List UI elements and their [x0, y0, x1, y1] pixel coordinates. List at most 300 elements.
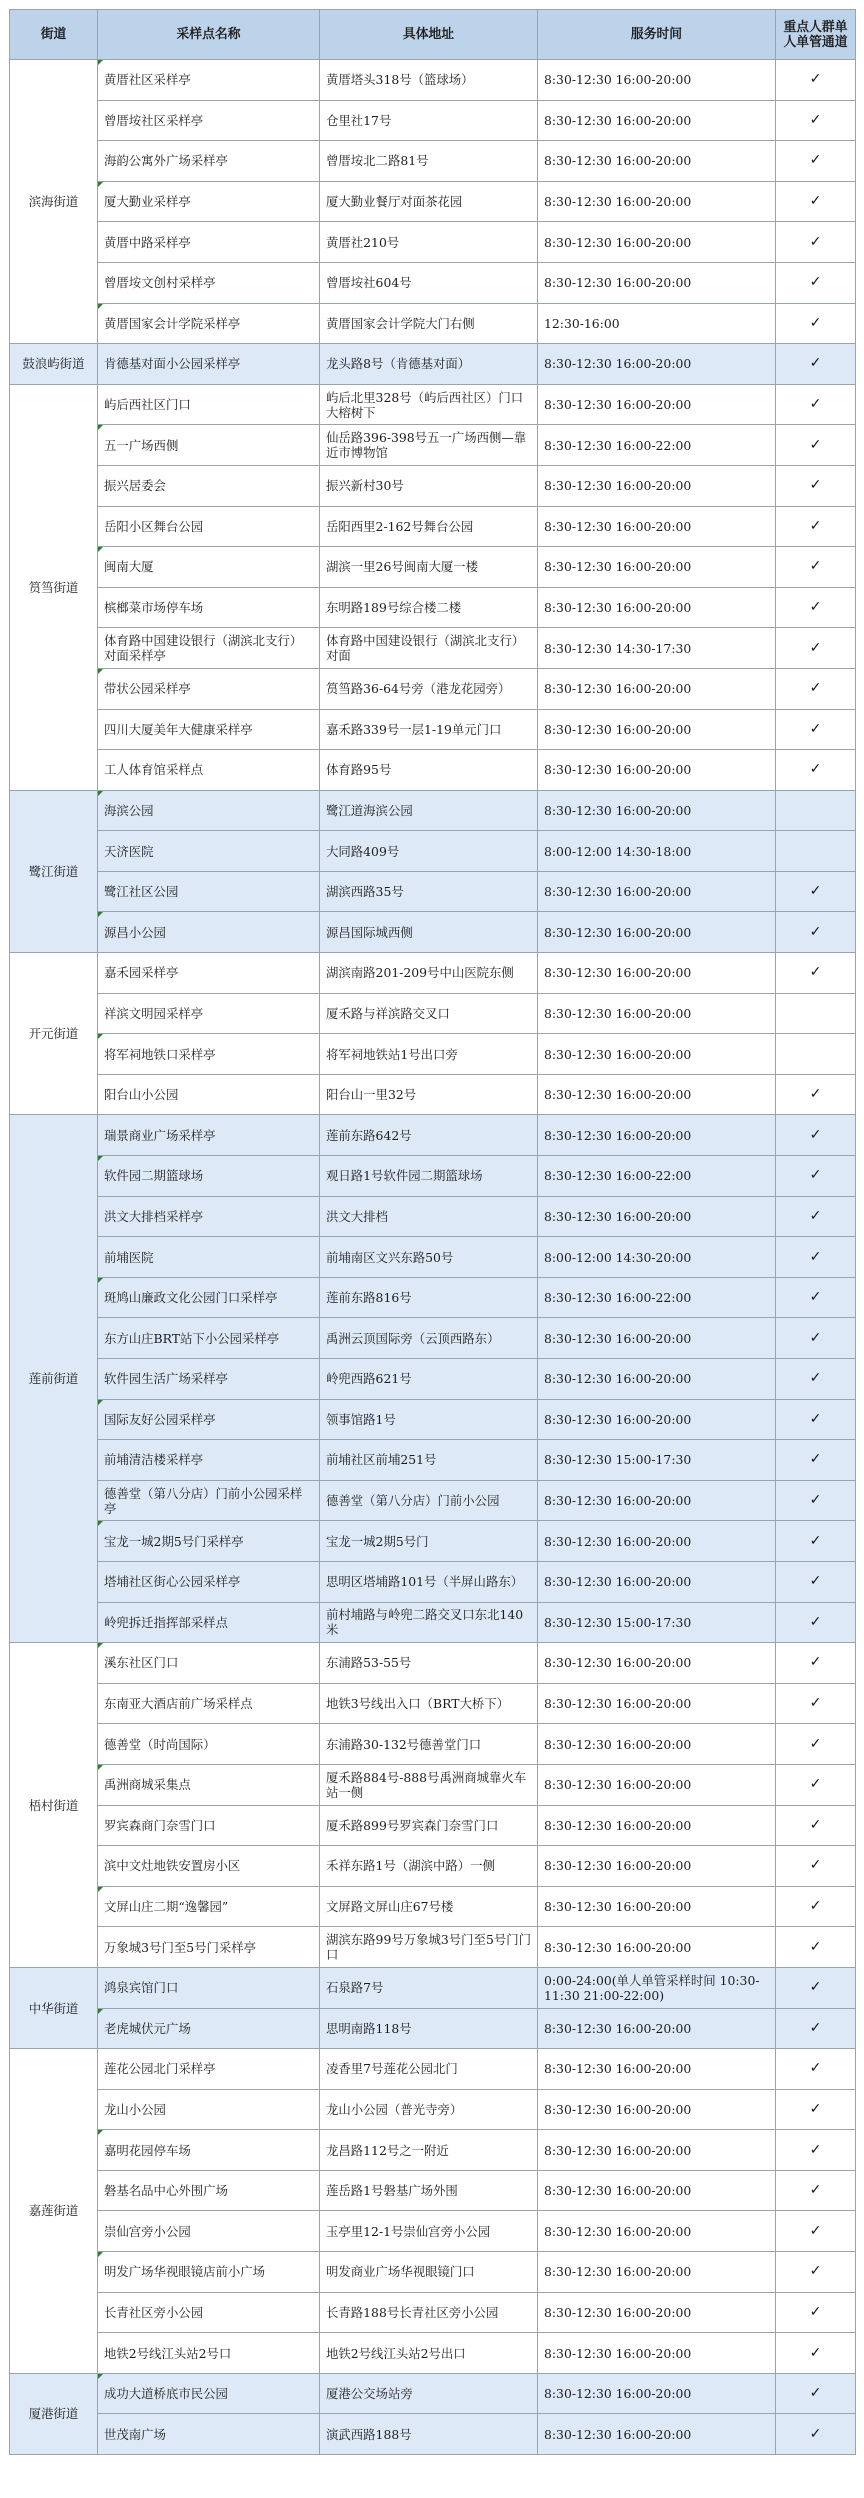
service-time-cell: 8:30-12:30 16:00-20:00: [538, 750, 776, 791]
priority-channel-cell: [776, 465, 856, 506]
priority-channel-cell: [776, 60, 856, 101]
priority-channel-cell: [776, 344, 856, 385]
site-name-cell: 瑞景商业广场采样亭: [98, 1115, 320, 1156]
checkmark-icon: ✓: [809, 71, 822, 88]
site-name-cell: 软件园生活广场采样亭: [98, 1359, 320, 1400]
site-name-cell: 成功大道桥底市民公园: [98, 2373, 320, 2414]
priority-channel-cell: [776, 2130, 856, 2171]
checkmark-icon: ✓: [809, 1451, 822, 1468]
address-cell: 思明南路118号: [320, 2008, 538, 2049]
address-cell: 岭兜西路621号: [320, 1359, 538, 1400]
checkmark-icon: ✓: [809, 639, 822, 656]
address-cell: 曾厝垵北二路81号: [320, 141, 538, 182]
checkmark-icon: ✓: [809, 720, 822, 737]
table-row: [10, 1196, 856, 1237]
address-cell: 厦禾路884号-888号禹洲商城靠火车站一侧: [320, 1764, 538, 1805]
site-name-cell: 德善堂（时尚国际）: [98, 1724, 320, 1765]
address-cell: 龙山小公园（普光寺旁）: [320, 2089, 538, 2130]
priority-channel-cell: [776, 1074, 856, 1115]
sampling-sites-document: [9, 0, 855, 2455]
service-time-cell: 8:30-12:30 15:00-17:30: [538, 1440, 776, 1481]
service-time-cell: 8:30-12:30 16:00-20:00: [538, 1196, 776, 1237]
service-time-cell: 8:30-12:30 16:00-20:00: [538, 1561, 776, 1602]
checkmark-icon: ✓: [809, 2385, 822, 2402]
table-row: [10, 1724, 856, 1765]
address-cell: 湖滨西路35号: [320, 871, 538, 912]
table-row: [10, 384, 856, 425]
address-cell: 将军祠地铁站1号出口旁: [320, 1034, 538, 1075]
table-row: [10, 1074, 856, 1115]
priority-channel-cell: [776, 2089, 856, 2130]
table-row: [10, 587, 856, 628]
service-time-cell: 8:30-12:30 16:00-20:00: [538, 2130, 776, 2171]
address-cell: 莲前东路816号: [320, 1277, 538, 1318]
address-cell: 东浦路53-55号: [320, 1643, 538, 1684]
priority-channel-cell: [776, 547, 856, 588]
address-cell: 长青路188号长青社区旁小公园: [320, 2292, 538, 2333]
table-row: [10, 628, 856, 669]
address-cell: 莲前东路642号: [320, 1115, 538, 1156]
service-time-cell: 8:30-12:30 16:00-20:00: [538, 100, 776, 141]
table-row: [10, 1602, 856, 1643]
checkmark-icon: ✓: [809, 314, 822, 331]
site-name-cell: 嘉禾园采样亭: [98, 953, 320, 994]
checkmark-icon: ✓: [809, 1857, 822, 1874]
service-time-cell: 8:30-12:30 16:00-20:00: [538, 953, 776, 994]
table-row: [10, 2211, 856, 2252]
street-name-cell: 嘉莲街道: [10, 2049, 98, 2374]
table-row: [10, 547, 856, 588]
site-name-cell: 体育路中国建设银行（湖滨北支行）对面采样亭: [98, 628, 320, 669]
address-cell: 凌香里7号莲花公园北门: [320, 2049, 538, 2090]
address-cell: 黄厝塔头318号（篮球场）: [320, 60, 538, 101]
table-row: [10, 60, 856, 101]
priority-channel-cell: [776, 709, 856, 750]
priority-channel-cell: [776, 1440, 856, 1481]
table-row: [10, 1359, 856, 1400]
priority-channel-cell: [776, 2049, 856, 2090]
site-name-cell: 五一广场西侧: [98, 425, 320, 466]
checkmark-icon: ✓: [809, 1410, 822, 1427]
priority-channel-cell: [776, 2292, 856, 2333]
checkmark-icon: ✓: [809, 193, 822, 210]
site-name-cell: 洪文大排档采样亭: [98, 1196, 320, 1237]
checkmark-icon: ✓: [809, 1167, 822, 1184]
priority-channel-cell: [776, 1683, 856, 1724]
service-time-cell: 8:30-12:30 16:00-20:00: [538, 1927, 776, 1968]
priority-channel-cell: [776, 912, 856, 953]
header-service-time: 服务时间: [538, 10, 776, 60]
table-row: [10, 344, 856, 385]
table-row: [10, 465, 856, 506]
address-cell: 鹭江道海滨公园: [320, 790, 538, 831]
service-time-cell: 8:30-12:30 16:00-20:00: [538, 1521, 776, 1562]
priority-channel-cell: [776, 1886, 856, 1927]
address-cell: 黄厝社210号: [320, 222, 538, 263]
site-name-cell: 老虎城伏元广场: [98, 2008, 320, 2049]
table-row: [10, 1683, 856, 1724]
service-time-cell: 8:00-12:00 14:30-18:00: [538, 831, 776, 872]
priority-channel-cell: [776, 2211, 856, 2252]
site-name-cell: 阳台山小公园: [98, 1074, 320, 1115]
service-time-cell: 8:30-12:30 16:00-20:00: [538, 2211, 776, 2252]
checkmark-icon: ✓: [809, 2182, 822, 2199]
street-name-cell: 鼓浪屿街道: [10, 344, 98, 385]
address-cell: 前埔社区前埔251号: [320, 1440, 538, 1481]
checkmark-icon: ✓: [809, 1329, 822, 1346]
checkmark-icon: ✓: [809, 2263, 822, 2280]
service-time-cell: 8:30-12:30 16:00-20:00: [538, 1683, 776, 1724]
table-row: [10, 1805, 856, 1846]
site-name-cell: 文屏山庄二期“逸馨园”: [98, 1886, 320, 1927]
table-row: [10, 2089, 856, 2130]
service-time-cell: 8:30-12:30 16:00-20:00: [538, 1764, 776, 1805]
service-time-cell: 8:30-12:30 16:00-20:00: [538, 1074, 776, 1115]
table-row: [10, 1764, 856, 1805]
address-cell: 德善堂（第八分店）门前小公园: [320, 1480, 538, 1521]
priority-channel-cell: [776, 181, 856, 222]
checkmark-icon: ✓: [809, 1776, 822, 1793]
priority-channel-cell: [776, 831, 856, 872]
checkmark-icon: ✓: [809, 2019, 822, 2036]
service-time-cell: 8:30-12:30 16:00-20:00: [538, 1643, 776, 1684]
service-time-cell: 8:30-12:30 16:00-20:00: [538, 181, 776, 222]
address-cell: 湖滨东路99号万象城3号门至5号门门口: [320, 1927, 538, 1968]
address-cell: 玉亭里12-1号崇仙宫旁小公园: [320, 2211, 538, 2252]
address-cell: 湖滨南路201-209号中山医院东侧: [320, 953, 538, 994]
service-time-cell: 12:30-16:00: [538, 303, 776, 344]
site-name-cell: 海韵公寓外广场采样亭: [98, 141, 320, 182]
service-time-cell: 0:00-24:00(单人单管采样时间 10:30-11:30 21:00-22:00): [538, 1967, 776, 2008]
sampling-sites-table: [9, 9, 856, 2455]
checkmark-icon: ✓: [809, 2141, 822, 2158]
address-cell: 岳阳西里2-162号舞台公园: [320, 506, 538, 547]
table-row: [10, 181, 856, 222]
table-row: [10, 1561, 856, 1602]
site-name-cell: 肯德基对面小公园采样亭: [98, 344, 320, 385]
table-row: [10, 303, 856, 344]
table-row: [10, 1277, 856, 1318]
site-name-cell: 长青社区旁小公园: [98, 2292, 320, 2333]
checkmark-icon: ✓: [809, 1695, 822, 1712]
checkmark-icon: ✓: [809, 1613, 822, 1630]
site-name-cell: 前埔医院: [98, 1237, 320, 1278]
table-row: [10, 1521, 856, 1562]
priority-channel-cell: [776, 1480, 856, 1521]
address-cell: 禾祥东路1号（湖滨中路）一侧: [320, 1846, 538, 1887]
address-cell: 前埔南区文兴东路50号: [320, 1237, 538, 1278]
table-row: [10, 2008, 856, 2049]
priority-channel-cell: [776, 1399, 856, 1440]
address-cell: 地铁3号线出入口（BRT大桥下）: [320, 1683, 538, 1724]
table-row: [10, 100, 856, 141]
address-cell: 筼筜路36-64号旁（港龙花园旁）: [320, 668, 538, 709]
checkmark-icon: ✓: [809, 274, 822, 291]
site-name-cell: 嘉明花园停车场: [98, 2130, 320, 2171]
table-row: [10, 1927, 856, 1968]
address-cell: 体育路95号: [320, 750, 538, 791]
header-address: 具体地址: [320, 10, 538, 60]
address-cell: 东浦路30-132号德善堂门口: [320, 1724, 538, 1765]
checkmark-icon: ✓: [809, 1979, 822, 1996]
service-time-cell: 8:30-12:30 16:00-20:00: [538, 506, 776, 547]
service-time-cell: 8:30-12:30 16:00-20:00: [538, 1115, 776, 1156]
table-row: [10, 2170, 856, 2211]
address-cell: 前村埔路与岭兜二路交叉口东北140米: [320, 1602, 538, 1643]
priority-channel-cell: [776, 2252, 856, 2293]
table-row: [10, 222, 856, 263]
checkmark-icon: ✓: [809, 1532, 822, 1549]
table-row: [10, 1115, 856, 1156]
table-row: [10, 2333, 856, 2374]
address-cell: 大同路409号: [320, 831, 538, 872]
site-name-cell: 闽南大厦: [98, 547, 320, 588]
priority-channel-cell: [776, 2414, 856, 2455]
site-name-cell: 将军祠地铁口采样亭: [98, 1034, 320, 1075]
priority-channel-cell: [776, 1724, 856, 1765]
street-name-cell: 中华街道: [10, 1967, 98, 2048]
site-name-cell: 厦大勤业采样亭: [98, 181, 320, 222]
site-name-cell: 源昌小公园: [98, 912, 320, 953]
service-time-cell: 8:30-12:30 16:00-22:00: [538, 1156, 776, 1197]
checkmark-icon: ✓: [809, 111, 822, 128]
service-time-cell: 8:30-12:30 16:00-20:00: [538, 1724, 776, 1765]
table-row: [10, 1967, 856, 2008]
priority-channel-cell: [776, 1846, 856, 1887]
address-cell: 厦禾路与祥滨路交叉口: [320, 993, 538, 1034]
priority-channel-cell: [776, 1643, 856, 1684]
checkmark-icon: ✓: [809, 1654, 822, 1671]
service-time-cell: 8:30-12:30 16:00-20:00: [538, 1399, 776, 1440]
address-cell: 厦大勤业餐厅对面茶花园: [320, 181, 538, 222]
service-time-cell: 8:30-12:30 16:00-20:00: [538, 1359, 776, 1400]
checkmark-icon: ✓: [809, 883, 822, 900]
site-name-cell: 带状公园采样亭: [98, 668, 320, 709]
site-name-cell: 塔埔社区街心公园采样亭: [98, 1561, 320, 1602]
service-time-cell: 8:30-12:30 16:00-20:00: [538, 790, 776, 831]
checkmark-icon: ✓: [809, 923, 822, 940]
header-priority-channel: 重点人群单人单管通道: [776, 10, 856, 60]
site-name-cell: 软件园二期篮球场: [98, 1156, 320, 1197]
priority-channel-cell: [776, 668, 856, 709]
site-name-cell: 斑鸠山廉政文化公园门口采样亭: [98, 1277, 320, 1318]
priority-channel-cell: [776, 1196, 856, 1237]
priority-channel-cell: [776, 262, 856, 303]
table-row: [10, 2373, 856, 2414]
address-cell: 明发商业广场华视眼镜门口: [320, 2252, 538, 2293]
site-name-cell: 世茂南广场: [98, 2414, 320, 2455]
checkmark-icon: ✓: [809, 2303, 822, 2320]
table-row: [10, 790, 856, 831]
site-name-cell: 磐基名品中心外围广场: [98, 2170, 320, 2211]
service-time-cell: 8:30-12:30 16:00-20:00: [538, 1034, 776, 1075]
site-name-cell: 四川大厦美年大健康采样亭: [98, 709, 320, 750]
site-name-cell: 德善堂（第八分店）门前小公园采样亭: [98, 1480, 320, 1521]
service-time-cell: 8:30-12:30 16:00-20:00: [538, 1318, 776, 1359]
table-row: [10, 2414, 856, 2455]
site-name-cell: 崇仙宫旁小公园: [98, 2211, 320, 2252]
service-time-cell: 8:30-12:30 16:00-22:00: [538, 425, 776, 466]
table-row: [10, 750, 856, 791]
table-row: [10, 2049, 856, 2090]
header-street: 街道: [10, 10, 98, 60]
site-name-cell: 黄厝社区采样亭: [98, 60, 320, 101]
street-name-cell: 鹭江街道: [10, 790, 98, 952]
priority-channel-cell: [776, 1318, 856, 1359]
checkmark-icon: ✓: [809, 355, 822, 372]
checkmark-icon: ✓: [809, 2060, 822, 2077]
site-name-cell: 曾厝垵社区采样亭: [98, 100, 320, 141]
table-row: [10, 1318, 856, 1359]
site-name-cell: 东方山庄BRT站下小公园采样亭: [98, 1318, 320, 1359]
priority-channel-cell: [776, 587, 856, 628]
service-time-cell: 8:30-12:30 16:00-20:00: [538, 2008, 776, 2049]
site-name-cell: 振兴居委会: [98, 465, 320, 506]
site-name-cell: 黄厝国家会计学院采样亭: [98, 303, 320, 344]
street-name-cell: 梧村街道: [10, 1643, 98, 1968]
priority-channel-cell: [776, 2333, 856, 2374]
priority-channel-cell: [776, 1034, 856, 1075]
address-cell: 厦港公交场站旁: [320, 2373, 538, 2414]
address-cell: 演武西路188号: [320, 2414, 538, 2455]
priority-channel-cell: [776, 1764, 856, 1805]
site-name-cell: 工人体育馆采样点: [98, 750, 320, 791]
address-cell: 思明区塔埔路101号（半屏山路东）: [320, 1561, 538, 1602]
priority-channel-cell: [776, 1156, 856, 1197]
address-cell: 龙头路8号（肯德基对面）: [320, 344, 538, 385]
service-time-cell: 8:30-12:30 16:00-20:00: [538, 668, 776, 709]
street-name-cell: 厦港街道: [10, 2373, 98, 2454]
service-time-cell: 8:30-12:30 16:00-22:00: [538, 1277, 776, 1318]
street-name-cell: 开元街道: [10, 953, 98, 1115]
site-name-cell: 万象城3号门至5号门采样亭: [98, 1927, 320, 1968]
service-time-cell: 8:30-12:30 16:00-20:00: [538, 871, 776, 912]
checkmark-icon: ✓: [809, 1816, 822, 1833]
service-time-cell: 8:30-12:30 16:00-20:00: [538, 2252, 776, 2293]
site-name-cell: 地铁2号线江头站2号口: [98, 2333, 320, 2374]
service-time-cell: 8:30-12:30 16:00-20:00: [538, 2089, 776, 2130]
table-row: [10, 1846, 856, 1887]
address-cell: 源昌国际城西侧: [320, 912, 538, 953]
service-time-cell: 8:30-12:30 16:00-20:00: [538, 2373, 776, 2414]
address-cell: 振兴新村30号: [320, 465, 538, 506]
address-cell: 东明路189号综合楼二楼: [320, 587, 538, 628]
table-row: [10, 1480, 856, 1521]
priority-channel-cell: [776, 1237, 856, 1278]
table-row: [10, 912, 856, 953]
priority-channel-cell: [776, 1359, 856, 1400]
checkmark-icon: ✓: [809, 152, 822, 169]
site-name-cell: 岭兜拆迁指挥部采样点: [98, 1602, 320, 1643]
table-row: [10, 1034, 856, 1075]
priority-channel-cell: [776, 993, 856, 1034]
site-name-cell: 禹洲商城采集点: [98, 1764, 320, 1805]
service-time-cell: 8:30-12:30 16:00-20:00: [538, 1886, 776, 1927]
site-name-cell: 黄厝中路采样亭: [98, 222, 320, 263]
checkmark-icon: ✓: [809, 680, 822, 697]
service-time-cell: 8:30-12:30 16:00-20:00: [538, 587, 776, 628]
site-name-cell: 曾厝垵文创村采样亭: [98, 262, 320, 303]
table-row: [10, 1237, 856, 1278]
checkmark-icon: ✓: [809, 477, 822, 494]
address-cell: 地铁2号线江头站2号出口: [320, 2333, 538, 2374]
checkmark-icon: ✓: [809, 2425, 822, 2442]
table-row: [10, 2252, 856, 2293]
table-row: [10, 1643, 856, 1684]
site-name-cell: 明发广场华视眼镜店前小广场: [98, 2252, 320, 2293]
address-cell: 文屏路文屏山庄67号楼: [320, 1886, 538, 1927]
address-cell: 领事馆路1号: [320, 1399, 538, 1440]
site-name-cell: 鸿泉宾馆门口: [98, 1967, 320, 2008]
priority-channel-cell: [776, 141, 856, 182]
table-row: [10, 1399, 856, 1440]
address-cell: 龙昌路112号之一附近: [320, 2130, 538, 2171]
address-cell: 黄厝国家会计学院大门右侧: [320, 303, 538, 344]
checkmark-icon: ✓: [809, 1573, 822, 1590]
service-time-cell: 8:00-12:00 14:30-20:00: [538, 1237, 776, 1278]
checkmark-icon: ✓: [809, 1126, 822, 1143]
priority-channel-cell: [776, 1805, 856, 1846]
service-time-cell: 8:30-12:30 16:00-20:00: [538, 993, 776, 1034]
priority-channel-cell: [776, 100, 856, 141]
service-time-cell: 8:30-12:30 16:00-20:00: [538, 60, 776, 101]
service-time-cell: 8:30-12:30 16:00-20:00: [538, 384, 776, 425]
priority-channel-cell: [776, 750, 856, 791]
address-cell: 屿后北里328号（屿后西社区）门口大榕树下: [320, 384, 538, 425]
checkmark-icon: ✓: [809, 964, 822, 981]
service-time-cell: 8:30-12:30 16:00-20:00: [538, 465, 776, 506]
priority-channel-cell: [776, 2170, 856, 2211]
address-cell: 嘉禾路339号一层1-19单元门口: [320, 709, 538, 750]
header-site-name: 采样点名称: [98, 10, 320, 60]
site-name-cell: 鹭江社区公园: [98, 871, 320, 912]
address-cell: 体育路中国建设银行（湖滨北支行）对面: [320, 628, 538, 669]
site-name-cell: 东南亚大酒店前广场采样点: [98, 1683, 320, 1724]
priority-channel-cell: [776, 1277, 856, 1318]
checkmark-icon: ✓: [809, 2100, 822, 2117]
priority-channel-cell: [776, 222, 856, 263]
priority-channel-cell: [776, 1602, 856, 1643]
priority-channel-cell: [776, 2008, 856, 2049]
priority-channel-cell: [776, 953, 856, 994]
service-time-cell: 8:30-12:30 16:00-20:00: [538, 547, 776, 588]
site-name-cell: 天济医院: [98, 831, 320, 872]
site-name-cell: 槟榔菜市场停车场: [98, 587, 320, 628]
street-name-cell: 滨海街道: [10, 60, 98, 344]
service-time-cell: 8:30-12:30 15:00-17:30: [538, 1602, 776, 1643]
address-cell: 石泉路7号: [320, 1967, 538, 2008]
address-cell: 洪文大排档: [320, 1196, 538, 1237]
address-cell: 仓里社17号: [320, 100, 538, 141]
site-name-cell: 屿后西社区门口: [98, 384, 320, 425]
site-name-cell: 前埔清洁楼采样亭: [98, 1440, 320, 1481]
table-row: [10, 262, 856, 303]
table-row: [10, 709, 856, 750]
site-name-cell: 海滨公园: [98, 790, 320, 831]
checkmark-icon: ✓: [809, 2222, 822, 2239]
checkmark-icon: ✓: [809, 1735, 822, 1752]
address-cell: 仙岳路396-398号五一广场西侧—靠近市博物馆: [320, 425, 538, 466]
service-time-cell: 8:30-12:30 16:00-20:00: [538, 2333, 776, 2374]
site-name-cell: 莲花公园北门采样亭: [98, 2049, 320, 2090]
site-name-cell: 祥滨文明园采样亭: [98, 993, 320, 1034]
address-cell: 观日路1号软件园二期篮球场: [320, 1156, 538, 1197]
checkmark-icon: ✓: [809, 1207, 822, 1224]
table-row: [10, 831, 856, 872]
checkmark-icon: ✓: [809, 599, 822, 616]
service-time-cell: 8:30-12:30 16:00-20:00: [538, 1480, 776, 1521]
table-row: [10, 141, 856, 182]
